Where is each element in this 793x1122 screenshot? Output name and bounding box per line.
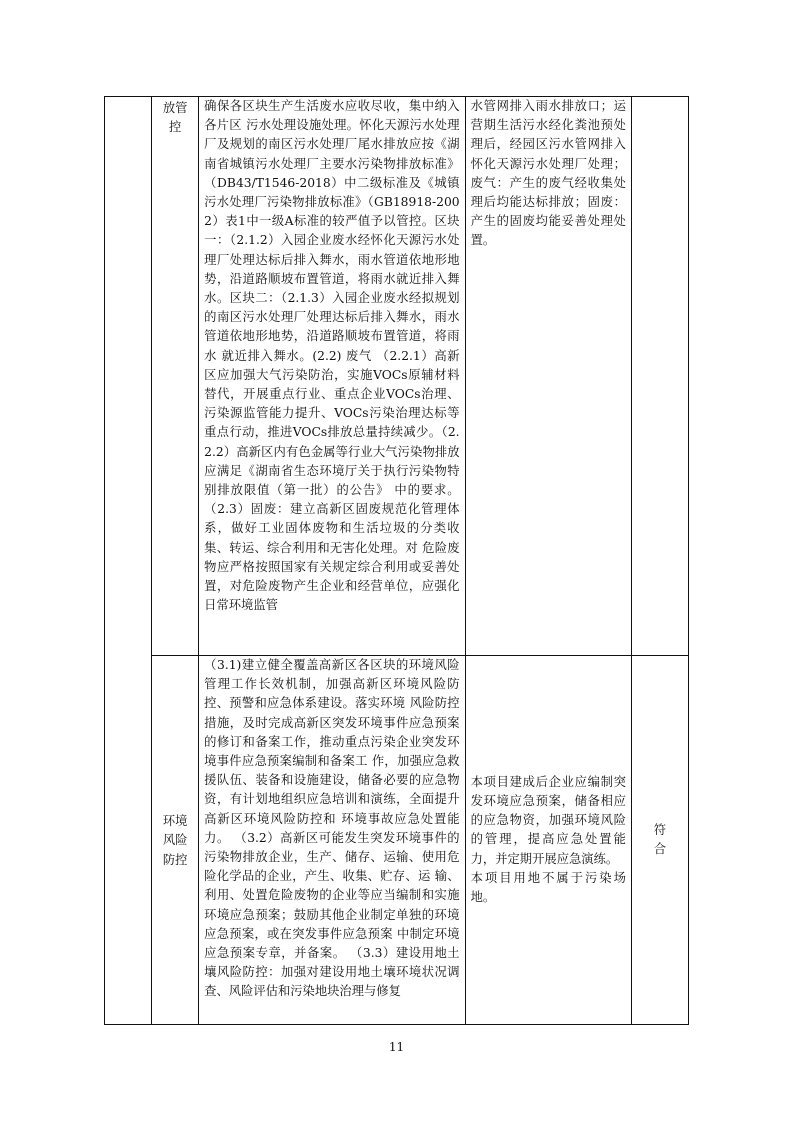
project-cell (465, 97, 631, 656)
sub-category-label: 环境风险防控 (162, 814, 188, 867)
page-number: 11 (388, 1040, 405, 1054)
requirement-cell (199, 97, 465, 656)
project-text: 水管网排入雨水排放口；运营期生活污水经化粪池预处理后，经园区污水管网排入怀化天源污水处理厂处理；废气：产生的废气经收集处理后均能达标排放；固废：产生的固废均能妥善处理处置。 (470, 99, 626, 248)
compliance-table (104, 96, 689, 1025)
sub-category-cell (152, 656, 199, 1025)
result-cell (631, 656, 688, 1025)
table-row (105, 97, 689, 656)
sub-category-label: 放管控 (162, 101, 188, 135)
requirement-text: 确保各区块生产生活废水应收尽收，集中纳入各片区 污水处理设施处理。怀化天源污水处理厂及规划的南区污水处理厂尾水排放应按《湖南省城镇污水处理厂主要水污染物排放标准》（DB43/T1546-2018）中二级标准及《城镇污水处理厂污染物排放标准》（GB18918-2002）表1中一级A标准的较严值予以管控。区块一：（2.1.2）入园企业废水经怀化天源污水处理厂处理达标后排入舞水，雨水管道依地形地势，沿道路顺坡布置管道，将雨水就近排入舞水。区块二：（2.1.3）入园企业废水经拟规划的南区污水处理厂处理达标后排入舞水，雨水管道依地形地势，沿道路顺坡布置管道，将雨水 就近排入舞水。(2.2) 废气 （2.2.1）高新区应加强大气污染防治，实施VOCs原辅材料替代，开展重点行业、重点企业VOCs治理、污染源监管能力提升、VOCs污染治理达标等重点行动，推进VOCs排放总量持续减少。（2.2.2）高新区内有色金属等行业大气污染物排放应满足《湖南省生态环境厅关于执行污染物特别排放限值（第一批）的公告》 中的要求。 （2.3）固废：建立高新区固废规范化管理体系，做好工业固体废物和生活垃圾的分类收集、转运、综合利用和无害化处理。对 危险废物应严格按照国家有关规定综合利用或妥善处置，对危险废物产生企业和经营单位，应强化日常环境监管 (204, 99, 460, 613)
table-row (105, 656, 689, 1025)
result-label: 符合 (653, 822, 667, 856)
sub-category-cell (152, 97, 199, 656)
project-text: 本项目建成后企业应编制突发环境应急预案，储备相应的应急物资，加强环境风险的管理，提高应急处置能力，并定期开展应急演练。 本项目用地不属于污染场地。 (470, 774, 626, 904)
result-cell (631, 97, 688, 656)
category-cell (105, 97, 152, 1025)
project-cell (465, 656, 631, 1025)
requirement-text: （3.1)建立健全覆盖高新区各区块的环境风险管理工作长效机制，加强高新区环境风险防控、预警和应急体系建设。落实环境 风险防控措施，及时完成高新区突发环境事件应急预案的修订和备案工作，推动重点污染企业突发环境事件应急预案编制和备案工 作，加强应急救援队伍、装备和设施建设，储备必要的应急物资，有计划地组织应急培训和演练，全面提升高新区环境风险防控和 环境事故应急处置能力。 （3.2）高新区可能发生突发环境事件的污染物排放企业，生产、储存、运输、使用危险化学品的企业，产生、收集、贮存、运 输、利用、处置危险废物的企业等应当编制和实施环境应急预案；鼓励其他企业制定单独的环境应急预案，或在突发事件应急预案 中制定环境应急预案专章，并备案。 （3.3）建设用地土壤风险防控：加强对建设用地土壤环境状况调查、风险评估和污染地块治理与修复 (204, 658, 460, 999)
requirement-cell (199, 656, 465, 1025)
